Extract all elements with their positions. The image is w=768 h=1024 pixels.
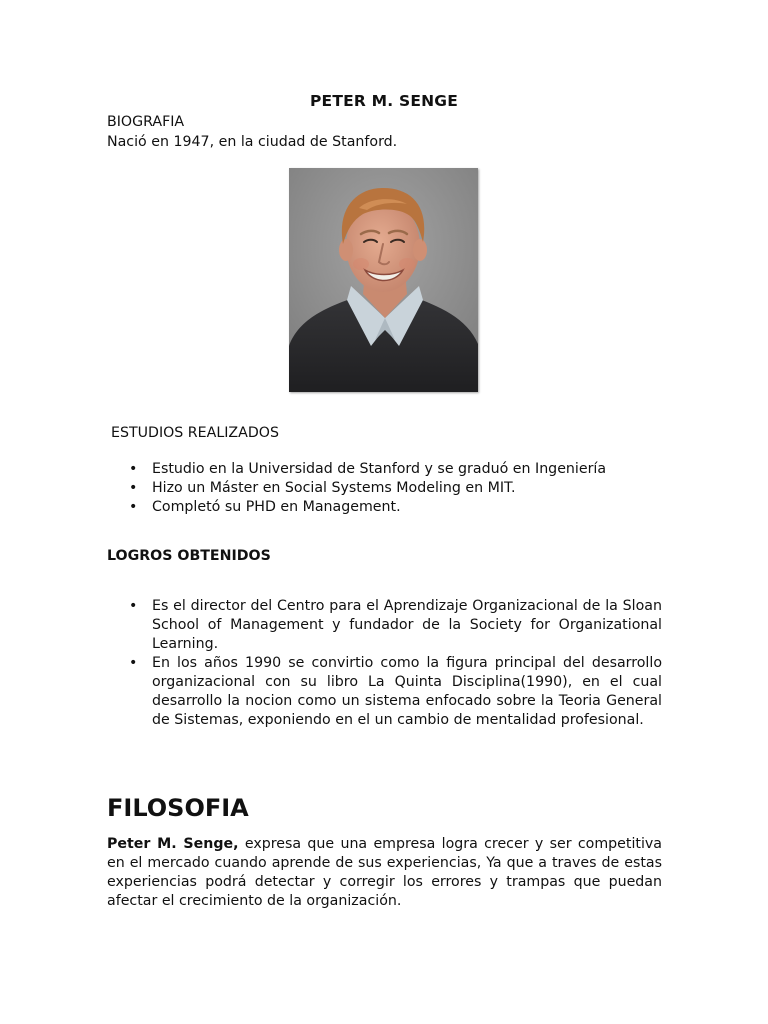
list-item-text: Completó su PHD en Management. <box>152 499 401 515</box>
achievements-list <box>124 597 662 730</box>
bullet-icon: • <box>129 499 138 515</box>
philosophy-lead: Peter M. Senge, <box>107 836 239 852</box>
philosophy-text: expresa que una empresa logra crecer y ser competitiva en el mercado cuando aprende de sus experiencias, Ya que a traves de estas experiencias podrá detectar y corregir los errores y trampas que puedan afectar el crecimiento de la organización. <box>107 836 662 909</box>
list-item-text: Hizo un Máster en Social Systems Modeling en MIT. <box>152 480 516 496</box>
studies-list <box>124 460 662 517</box>
list-item-text: Es el director del Centro para el Aprendizaje Organizacional de la Sloan School of Management y fundador de la Society for Organizational Learning. <box>152 598 662 652</box>
achievements-label: LOGROS OBTENIDOS <box>107 548 271 564</box>
biography-label: BIOGRAFIA <box>107 114 185 130</box>
page-title: PETER M. SENGE <box>310 92 458 110</box>
philosophy-heading: FILOSOFIA <box>107 794 249 822</box>
list-item-text: En los años 1990 se convirtio como la figura principal del desarrollo organizacional con su libro La Quinta Disciplina(1990), en el cual desarrollo la nocion como un sistema enfocado sobre la Teoria General de Sistemas, exponiendo en el un cambio de mentalidad profesional. <box>152 655 662 728</box>
philosophy-paragraph <box>107 835 662 911</box>
bullet-icon: • <box>129 655 138 671</box>
bullet-icon: • <box>129 480 138 496</box>
list-item <box>124 597 662 654</box>
bullet-icon: • <box>129 598 138 614</box>
list-item <box>124 460 662 479</box>
biography-text: Nació en 1947, en la ciudad de Stanford. <box>107 134 398 150</box>
list-item <box>124 654 662 730</box>
studies-label: ESTUDIOS REALIZADOS <box>111 425 279 441</box>
list-item-text: Estudio en la Universidad de Stanford y se graduó en Ingeniería <box>152 461 607 477</box>
bullet-icon: • <box>129 461 138 477</box>
list-item <box>124 498 662 517</box>
list-item <box>124 479 662 498</box>
portrait-photo <box>289 168 478 392</box>
